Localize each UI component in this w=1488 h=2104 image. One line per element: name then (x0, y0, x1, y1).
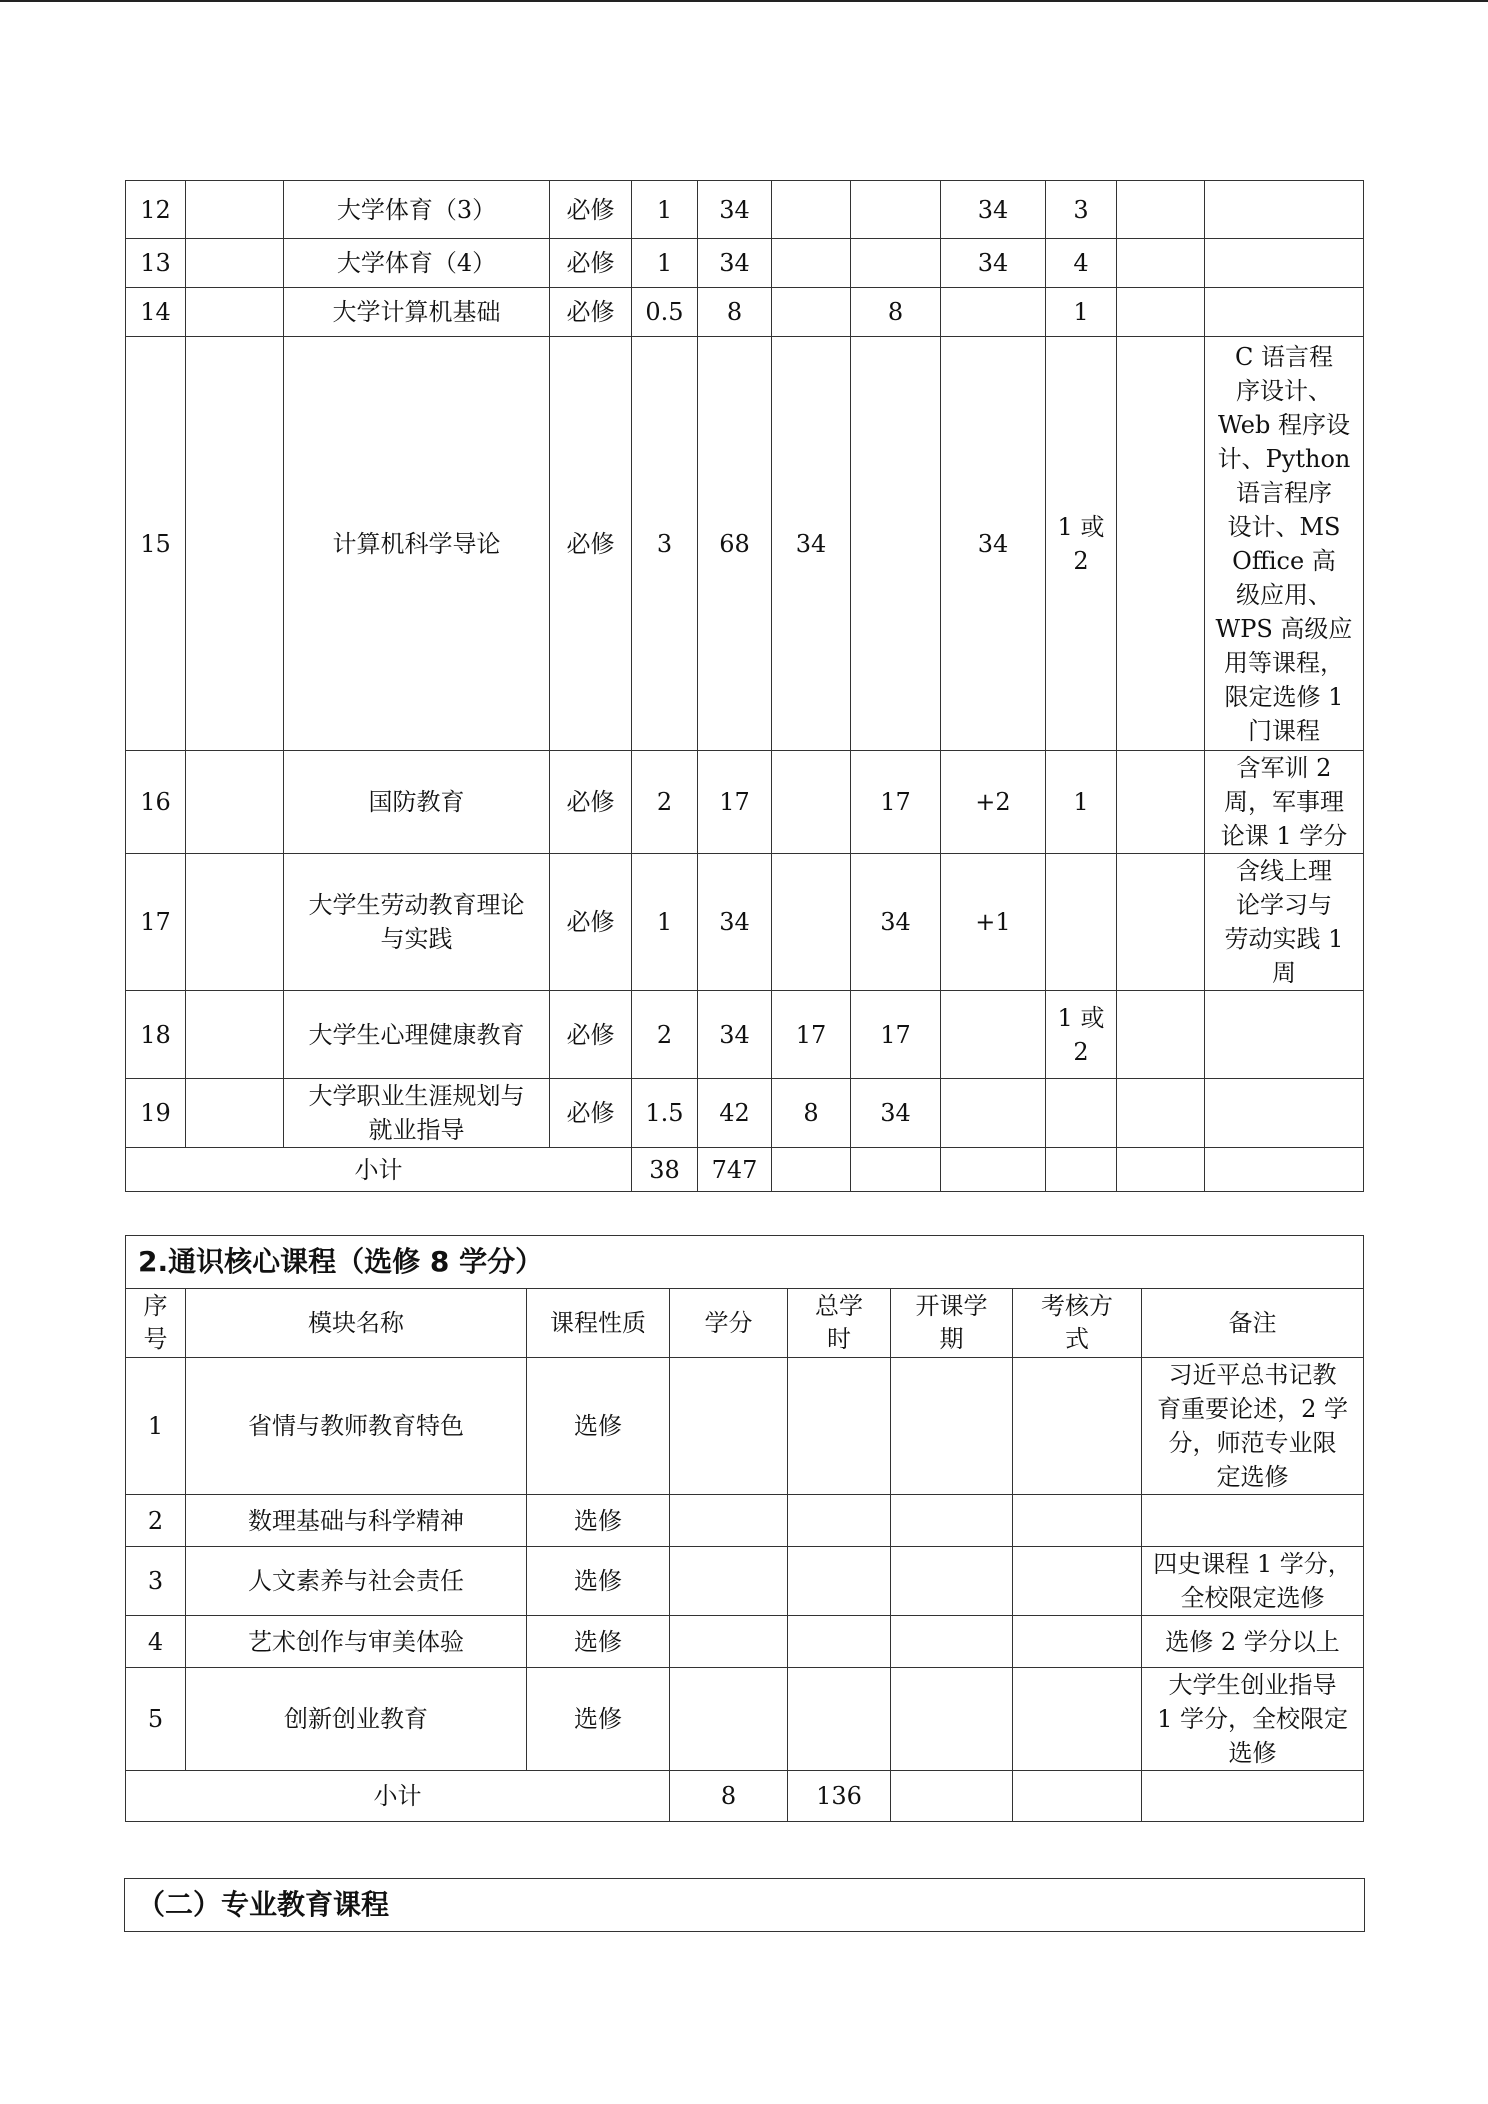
module-nature: 选修 (527, 1616, 670, 1668)
empty-cell (891, 1358, 1013, 1495)
header-note: 备注 (1142, 1289, 1364, 1358)
course-term (1046, 991, 1117, 1079)
course-hours: 34 (698, 239, 772, 288)
course-credit: 1 (632, 854, 698, 991)
note-line: Web 程序设 (1218, 410, 1350, 439)
course-name: 国防教育 (284, 751, 550, 854)
general-core-courses-table (125, 1235, 1364, 1822)
course-name: 计算机科学导论 (284, 337, 550, 751)
course-credit: 0.5 (632, 288, 698, 337)
subtotal-row (126, 1148, 1364, 1192)
subtotal-hours: 747 (698, 1148, 772, 1192)
term-line: 2 (1073, 1037, 1089, 1066)
course-name: 大学体育（4） (284, 239, 550, 288)
course-credit: 3 (632, 337, 698, 751)
empty-cell (186, 337, 284, 751)
note-line: 论课 1 学分 (1220, 822, 1348, 850)
header-exam (1013, 1289, 1142, 1358)
row-number: 13 (126, 239, 186, 288)
course-nature: 必修 (550, 337, 632, 751)
empty-cell (1013, 1495, 1142, 1547)
empty-cell (670, 1495, 788, 1547)
note-line: 四史课程 1 学分， (1153, 1550, 1352, 1578)
module-nature: 选修 (527, 1358, 670, 1495)
empty-cell (891, 1771, 1013, 1822)
note-line: WPS 高级应 (1215, 614, 1353, 643)
table-row (126, 181, 1364, 239)
note-line: 周，军事理 (1224, 788, 1344, 816)
subtotal-hours: 136 (788, 1771, 891, 1822)
row-number: 5 (126, 1668, 186, 1771)
empty-cell (1013, 1771, 1142, 1822)
term-line: 1 或 (1057, 512, 1105, 541)
course-name: 大学计算机基础 (284, 288, 550, 337)
hours-col-3: +1 (941, 854, 1046, 991)
course-nature: 必修 (550, 991, 632, 1079)
hours-col-1: 34 (772, 337, 851, 751)
course-nature: 必修 (550, 751, 632, 854)
hours-col-3 (941, 991, 1046, 1079)
course-term: 1 (1046, 751, 1117, 854)
hours-col-1 (772, 288, 851, 337)
empty-cell (891, 1616, 1013, 1668)
row-number: 4 (126, 1616, 186, 1668)
course-credit: 1 (632, 239, 698, 288)
subtotal-row (126, 1771, 1364, 1822)
note-line: Office 高 (1232, 546, 1336, 575)
header-line: 总学 (815, 1292, 863, 1320)
row-number: 3 (126, 1547, 186, 1616)
module-note (1142, 1616, 1364, 1668)
empty-cell (1013, 1616, 1142, 1668)
course-name (284, 1079, 550, 1148)
course-exam (1117, 991, 1205, 1079)
table-row (126, 337, 1364, 751)
page-top-rule (0, 0, 1488, 2)
table-title-row (126, 1236, 1364, 1289)
row-number: 19 (126, 1079, 186, 1148)
note-line: 门课程 (1248, 716, 1320, 745)
header-line: 考核方 (1041, 1292, 1113, 1320)
note-line: 序设计、 (1236, 376, 1332, 405)
hours-col-1 (772, 854, 851, 991)
subtotal-credit: 38 (632, 1148, 698, 1192)
course-note (1205, 854, 1364, 991)
course-exam (1117, 337, 1205, 751)
hours-col-2: 8 (851, 288, 941, 337)
empty-cell (670, 1668, 788, 1771)
course-exam (1117, 181, 1205, 239)
course-hours: 34 (698, 854, 772, 991)
course-credit: 2 (632, 991, 698, 1079)
note-line: 育重要论述，2 学 (1157, 1395, 1348, 1423)
note-line: 设计、MS (1227, 512, 1341, 541)
note-line: 含军训 2 (1236, 754, 1332, 782)
table-row (126, 239, 1364, 288)
empty-cell (1046, 1148, 1117, 1192)
course-note (1205, 991, 1364, 1079)
empty-cell (1205, 1148, 1364, 1192)
course-name: 大学体育（3） (284, 181, 550, 239)
header-line: 期 (939, 1325, 964, 1353)
course-name: 大学生心理健康教育 (284, 991, 550, 1079)
row-number: 17 (126, 854, 186, 991)
header-line: 开课学 (915, 1292, 988, 1320)
table-title: 2.通识核心课程（选修 8 学分） (126, 1236, 1364, 1289)
section-header-row (125, 1879, 1365, 1932)
row-number: 12 (126, 181, 186, 239)
empty-cell (186, 991, 284, 1079)
empty-cell (788, 1668, 891, 1771)
module-nature: 选修 (527, 1547, 670, 1616)
subtotal-label: 小计 (126, 1148, 632, 1192)
empty-cell (186, 854, 284, 991)
module-note (1142, 1495, 1364, 1547)
hours-col-2 (851, 337, 941, 751)
course-exam (1117, 751, 1205, 854)
empty-cell (670, 1547, 788, 1616)
note-line: 大学生创业指导 (1168, 1671, 1337, 1699)
term-line: 2 (1073, 546, 1089, 575)
course-term (1046, 1079, 1117, 1148)
row-number: 16 (126, 751, 186, 854)
course-hours: 68 (698, 337, 772, 751)
header-module: 模块名称 (186, 1289, 527, 1358)
course-credit: 2 (632, 751, 698, 854)
course-nature: 必修 (550, 288, 632, 337)
note-line: 级应用、 (1236, 580, 1332, 609)
module-nature: 选修 (527, 1495, 670, 1547)
note-line: 分，师范专业限 (1168, 1429, 1337, 1457)
note-line: 论学习与 (1236, 891, 1332, 919)
module-nature: 选修 (527, 1668, 670, 1771)
module-note (1142, 1668, 1364, 1771)
empty-cell (670, 1616, 788, 1668)
header-line: 号 (143, 1325, 168, 1353)
course-note (1205, 288, 1364, 337)
empty-cell (1142, 1771, 1364, 1822)
hours-col-1 (772, 181, 851, 239)
header-term (891, 1289, 1013, 1358)
header-no (126, 1289, 186, 1358)
module-name: 省情与教师教育特色 (186, 1358, 527, 1495)
empty-cell (186, 751, 284, 854)
course-note (1205, 239, 1364, 288)
row-number: 14 (126, 288, 186, 337)
course-nature: 必修 (550, 239, 632, 288)
note-line: 含线上理 (1236, 857, 1332, 885)
note-line: 全校限定选修 (1180, 1584, 1325, 1612)
note-line: 习近平总书记教 (1168, 1361, 1337, 1389)
note-line: 定选修 (1216, 1463, 1289, 1491)
note-line: C 语言程 (1235, 342, 1333, 371)
module-name: 人文素养与社会责任 (186, 1547, 527, 1616)
subtotal-label: 小计 (126, 1771, 670, 1822)
note-line: 选修 2 学分以上 (1165, 1627, 1340, 1656)
course-credit: 1 (632, 181, 698, 239)
empty-cell (891, 1668, 1013, 1771)
subtotal-credit: 8 (670, 1771, 788, 1822)
hours-col-2 (851, 239, 941, 288)
row-number: 2 (126, 1495, 186, 1547)
empty-cell (851, 1148, 941, 1192)
table-row (126, 1616, 1364, 1668)
name-line: 与实践 (380, 925, 453, 953)
hours-col-3: 34 (941, 239, 1046, 288)
hours-col-2: 17 (851, 751, 941, 854)
hours-col-1 (772, 751, 851, 854)
empty-cell (891, 1547, 1013, 1616)
course-note (1205, 181, 1364, 239)
hours-col-3: 34 (941, 337, 1046, 751)
name-line: 大学生劳动教育理论 (308, 891, 525, 919)
empty-cell (788, 1358, 891, 1495)
hours-col-2: 34 (851, 854, 941, 991)
hours-col-2 (851, 181, 941, 239)
note-line: 选修 (1228, 1739, 1277, 1767)
course-hours: 34 (698, 181, 772, 239)
term-line: 1 或 (1057, 1003, 1105, 1032)
note-line: 计、Python (1217, 444, 1351, 473)
empty-cell (1117, 1148, 1205, 1192)
empty-cell (1013, 1358, 1142, 1495)
note-line: 语言程序 (1236, 478, 1332, 507)
course-name (284, 854, 550, 991)
course-note (1205, 751, 1364, 854)
empty-cell (186, 239, 284, 288)
table-row (126, 1547, 1364, 1616)
empty-cell (186, 1079, 284, 1148)
empty-cell (788, 1495, 891, 1547)
hours-col-1 (772, 239, 851, 288)
course-term (1046, 854, 1117, 991)
note-line: 劳动实践 1 (1224, 925, 1344, 953)
course-hours: 42 (698, 1079, 772, 1148)
course-note (1205, 1079, 1364, 1148)
name-line: 就业指导 (368, 1116, 465, 1144)
course-exam (1117, 239, 1205, 288)
course-credit: 1.5 (632, 1079, 698, 1148)
table-header-row (126, 1289, 1364, 1358)
course-term: 3 (1046, 181, 1117, 239)
table-row (126, 1668, 1364, 1771)
course-exam (1117, 854, 1205, 991)
table-row (126, 854, 1364, 991)
course-note (1205, 337, 1364, 751)
empty-cell (186, 181, 284, 239)
course-term: 1 (1046, 288, 1117, 337)
module-note (1142, 1547, 1364, 1616)
hours-col-3 (941, 1079, 1046, 1148)
empty-cell (788, 1547, 891, 1616)
course-term: 4 (1046, 239, 1117, 288)
hours-col-3: 34 (941, 181, 1046, 239)
hours-col-1: 8 (772, 1079, 851, 1148)
course-hours: 17 (698, 751, 772, 854)
section-title: （二）专业教育课程 (125, 1879, 1365, 1932)
course-exam (1117, 1079, 1205, 1148)
header-line: 式 (1065, 1325, 1089, 1353)
empty-cell (1013, 1668, 1142, 1771)
course-hours: 8 (698, 288, 772, 337)
table-row (126, 1358, 1364, 1495)
hours-col-2: 17 (851, 991, 941, 1079)
note-line: 限定选修 1 (1224, 682, 1344, 711)
empty-cell (186, 288, 284, 337)
empty-cell (788, 1616, 891, 1668)
header-line: 序 (143, 1292, 168, 1320)
course-hours: 34 (698, 991, 772, 1079)
course-exam (1117, 288, 1205, 337)
course-nature: 必修 (550, 181, 632, 239)
table-row (126, 991, 1364, 1079)
module-name: 艺术创作与审美体验 (186, 1616, 527, 1668)
course-nature: 必修 (550, 1079, 632, 1148)
module-name: 创新创业教育 (186, 1668, 527, 1771)
row-number: 18 (126, 991, 186, 1079)
name-line: 大学职业生涯规划与 (308, 1082, 525, 1110)
note-line: 用等课程， (1224, 648, 1344, 677)
table-row (126, 1495, 1364, 1547)
hours-col-3: +2 (941, 751, 1046, 854)
hours-col-2: 34 (851, 1079, 941, 1148)
header-credit: 学分 (670, 1289, 788, 1358)
empty-cell (1013, 1547, 1142, 1616)
table-row (126, 288, 1364, 337)
table-row (126, 751, 1364, 854)
course-nature: 必修 (550, 854, 632, 991)
table-row (126, 1079, 1364, 1148)
hours-col-1: 17 (772, 991, 851, 1079)
header-line: 时 (827, 1325, 851, 1353)
hours-col-3 (941, 288, 1046, 337)
note-line: 周 (1272, 959, 1296, 987)
course-term (1046, 337, 1117, 751)
row-number: 1 (126, 1358, 186, 1495)
row-number: 15 (126, 337, 186, 751)
empty-cell (891, 1495, 1013, 1547)
header-nature: 课程性质 (527, 1289, 670, 1358)
module-name: 数理基础与科学精神 (186, 1495, 527, 1547)
empty-cell (941, 1148, 1046, 1192)
header-hours (788, 1289, 891, 1358)
empty-cell (670, 1358, 788, 1495)
section-header-box (124, 1878, 1365, 1932)
module-note (1142, 1358, 1364, 1495)
note-line: 1 学分，全校限定 (1157, 1705, 1348, 1733)
empty-cell (772, 1148, 851, 1192)
general-required-courses-table (125, 180, 1364, 1192)
